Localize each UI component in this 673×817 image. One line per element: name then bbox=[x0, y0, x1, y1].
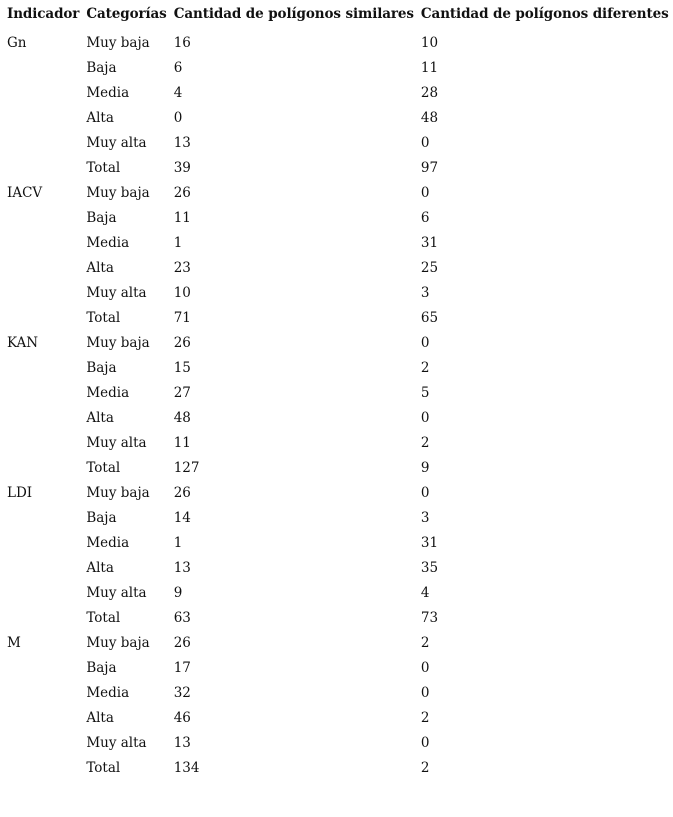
different-count-cell: 2 bbox=[420, 359, 430, 376]
similar-count-cell: 0 bbox=[173, 109, 183, 126]
similar-count-cell: 1 bbox=[173, 534, 183, 551]
indicator-cell bbox=[4, 55, 83, 80]
category-cell: Baja bbox=[86, 59, 117, 76]
category-cell: Muy alta bbox=[86, 584, 147, 601]
similar-count-cell: 26 bbox=[173, 634, 191, 651]
similar-count-cell: 46 bbox=[173, 709, 191, 726]
similar-count-cell: 17 bbox=[173, 659, 191, 676]
indicator-cell bbox=[4, 655, 83, 680]
indicator-cell: LDI bbox=[7, 484, 33, 501]
different-count-cell: 2 bbox=[420, 634, 430, 651]
table-header bbox=[4, 6, 673, 30]
similar-count-cell: 26 bbox=[173, 334, 191, 351]
category-cell: Total bbox=[86, 159, 121, 176]
similar-count-cell: 26 bbox=[173, 484, 191, 501]
similar-count-cell: 13 bbox=[173, 734, 191, 751]
indicator-cell bbox=[4, 455, 83, 480]
similar-count-cell: 11 bbox=[173, 434, 191, 451]
table-row bbox=[4, 605, 673, 630]
category-cell: Media bbox=[86, 534, 130, 551]
indicator-cell: IACV bbox=[7, 184, 43, 201]
indicator-cell bbox=[4, 130, 83, 155]
indicator-cell: M bbox=[7, 634, 21, 651]
table-row bbox=[4, 705, 673, 730]
different-count-cell: 2 bbox=[420, 434, 430, 451]
indicator-cell bbox=[4, 730, 83, 755]
different-count-cell: 0 bbox=[420, 134, 430, 151]
table-row bbox=[4, 480, 673, 505]
header-similares: Cantidad de polígonos similares bbox=[173, 6, 414, 22]
different-count-cell: 0 bbox=[420, 659, 430, 676]
indicator-cell bbox=[4, 430, 83, 455]
similar-count-cell: 16 bbox=[173, 34, 191, 51]
different-count-cell: 0 bbox=[420, 334, 430, 351]
table-row bbox=[4, 405, 673, 430]
header-row bbox=[4, 6, 673, 30]
different-count-cell: 2 bbox=[420, 709, 430, 726]
table-row bbox=[4, 80, 673, 105]
similar-count-cell: 4 bbox=[173, 84, 183, 101]
table-row bbox=[4, 305, 673, 330]
category-cell: Muy baja bbox=[86, 484, 150, 501]
table-row bbox=[4, 755, 673, 780]
similar-count-cell: 127 bbox=[173, 459, 200, 476]
table-row bbox=[4, 30, 673, 55]
indicator-cell bbox=[4, 705, 83, 730]
indicator-cell bbox=[4, 280, 83, 305]
category-cell: Total bbox=[86, 759, 121, 776]
category-cell: Baja bbox=[86, 659, 117, 676]
different-count-cell: 48 bbox=[420, 109, 439, 126]
similar-count-cell: 134 bbox=[173, 759, 200, 776]
table-row bbox=[4, 130, 673, 155]
table-row bbox=[4, 180, 673, 205]
category-cell: Muy baja bbox=[86, 634, 150, 651]
category-cell: Alta bbox=[86, 109, 114, 126]
category-cell: Baja bbox=[86, 209, 117, 226]
table-row bbox=[4, 455, 673, 480]
category-cell: Media bbox=[86, 234, 130, 251]
similar-count-cell: 13 bbox=[173, 134, 191, 151]
category-cell: Alta bbox=[86, 709, 114, 726]
similar-count-cell: 11 bbox=[173, 209, 191, 226]
category-cell: Muy alta bbox=[86, 734, 147, 751]
table-row bbox=[4, 280, 673, 305]
similar-count-cell: 1 bbox=[173, 234, 183, 251]
different-count-cell: 0 bbox=[420, 184, 430, 201]
table-row bbox=[4, 330, 673, 355]
table-row bbox=[4, 730, 673, 755]
similar-count-cell: 26 bbox=[173, 184, 191, 201]
category-cell: Total bbox=[86, 609, 121, 626]
header-diferentes: Cantidad de polígonos diferentes bbox=[420, 6, 669, 22]
indicator-cell bbox=[4, 230, 83, 255]
category-cell: Media bbox=[86, 684, 130, 701]
header-categorias: Categorías bbox=[86, 6, 167, 22]
different-count-cell: 0 bbox=[420, 484, 430, 501]
different-count-cell: 28 bbox=[420, 84, 439, 101]
polygon-comparison-table bbox=[4, 6, 673, 780]
table-row bbox=[4, 355, 673, 380]
table-row bbox=[4, 55, 673, 80]
table-row bbox=[4, 555, 673, 580]
indicator-cell bbox=[4, 80, 83, 105]
similar-count-cell: 6 bbox=[173, 59, 183, 76]
indicator-cell: KAN bbox=[7, 334, 39, 351]
different-count-cell: 73 bbox=[420, 609, 439, 626]
indicator-cell bbox=[4, 205, 83, 230]
different-count-cell: 0 bbox=[420, 734, 430, 751]
category-cell: Total bbox=[86, 459, 121, 476]
different-count-cell: 2 bbox=[420, 759, 430, 776]
similar-count-cell: 39 bbox=[173, 159, 191, 176]
category-cell: Baja bbox=[86, 359, 117, 376]
different-count-cell: 9 bbox=[420, 459, 430, 476]
similar-count-cell: 71 bbox=[173, 309, 191, 326]
table-row bbox=[4, 680, 673, 705]
table-row bbox=[4, 105, 673, 130]
category-cell: Muy alta bbox=[86, 434, 147, 451]
table-row bbox=[4, 205, 673, 230]
category-cell: Muy baja bbox=[86, 334, 150, 351]
different-count-cell: 3 bbox=[420, 284, 430, 301]
category-cell: Alta bbox=[86, 409, 114, 426]
table-row bbox=[4, 155, 673, 180]
similar-count-cell: 13 bbox=[173, 559, 191, 576]
table-row bbox=[4, 630, 673, 655]
different-count-cell: 35 bbox=[420, 559, 439, 576]
different-count-cell: 5 bbox=[420, 384, 430, 401]
indicator-cell bbox=[4, 755, 83, 780]
different-count-cell: 6 bbox=[420, 209, 430, 226]
table-row bbox=[4, 430, 673, 455]
different-count-cell: 31 bbox=[420, 234, 439, 251]
indicator-cell bbox=[4, 530, 83, 555]
table-row bbox=[4, 530, 673, 555]
indicator-cell bbox=[4, 405, 83, 430]
indicator-cell: Gn bbox=[7, 34, 27, 51]
similar-count-cell: 48 bbox=[173, 409, 191, 426]
indicator-cell bbox=[4, 305, 83, 330]
different-count-cell: 31 bbox=[420, 534, 439, 551]
category-cell: Media bbox=[86, 84, 130, 101]
table-row bbox=[4, 655, 673, 680]
header-indicador: Indicador bbox=[7, 6, 80, 22]
category-cell: Total bbox=[86, 309, 121, 326]
table-row bbox=[4, 380, 673, 405]
category-cell: Muy baja bbox=[86, 184, 150, 201]
indicator-cell bbox=[4, 255, 83, 280]
table-body bbox=[4, 30, 673, 780]
similar-count-cell: 32 bbox=[173, 684, 191, 701]
category-cell: Muy baja bbox=[86, 34, 150, 51]
different-count-cell: 10 bbox=[420, 34, 439, 51]
table-row bbox=[4, 255, 673, 280]
indicator-cell bbox=[4, 580, 83, 605]
indicator-cell bbox=[4, 505, 83, 530]
similar-count-cell: 14 bbox=[173, 509, 191, 526]
different-count-cell: 11 bbox=[420, 59, 439, 76]
similar-count-cell: 63 bbox=[173, 609, 191, 626]
different-count-cell: 3 bbox=[420, 509, 430, 526]
similar-count-cell: 10 bbox=[173, 284, 191, 301]
table-row bbox=[4, 580, 673, 605]
different-count-cell: 4 bbox=[420, 584, 430, 601]
indicator-cell bbox=[4, 355, 83, 380]
indicator-cell bbox=[4, 155, 83, 180]
category-cell: Muy alta bbox=[86, 284, 147, 301]
indicator-cell bbox=[4, 680, 83, 705]
indicator-cell bbox=[4, 105, 83, 130]
similar-count-cell: 15 bbox=[173, 359, 191, 376]
indicator-cell bbox=[4, 605, 83, 630]
category-cell: Alta bbox=[86, 259, 114, 276]
different-count-cell: 0 bbox=[420, 409, 430, 426]
similar-count-cell: 27 bbox=[173, 384, 191, 401]
similar-count-cell: 23 bbox=[173, 259, 191, 276]
table-row bbox=[4, 505, 673, 530]
category-cell: Media bbox=[86, 384, 130, 401]
different-count-cell: 0 bbox=[420, 684, 430, 701]
similar-count-cell: 9 bbox=[173, 584, 183, 601]
indicator-cell bbox=[4, 380, 83, 405]
category-cell: Muy alta bbox=[86, 134, 147, 151]
category-cell: Baja bbox=[86, 509, 117, 526]
indicator-cell bbox=[4, 555, 83, 580]
table-row bbox=[4, 230, 673, 255]
different-count-cell: 97 bbox=[420, 159, 439, 176]
different-count-cell: 25 bbox=[420, 259, 439, 276]
category-cell: Alta bbox=[86, 559, 114, 576]
different-count-cell: 65 bbox=[420, 309, 439, 326]
